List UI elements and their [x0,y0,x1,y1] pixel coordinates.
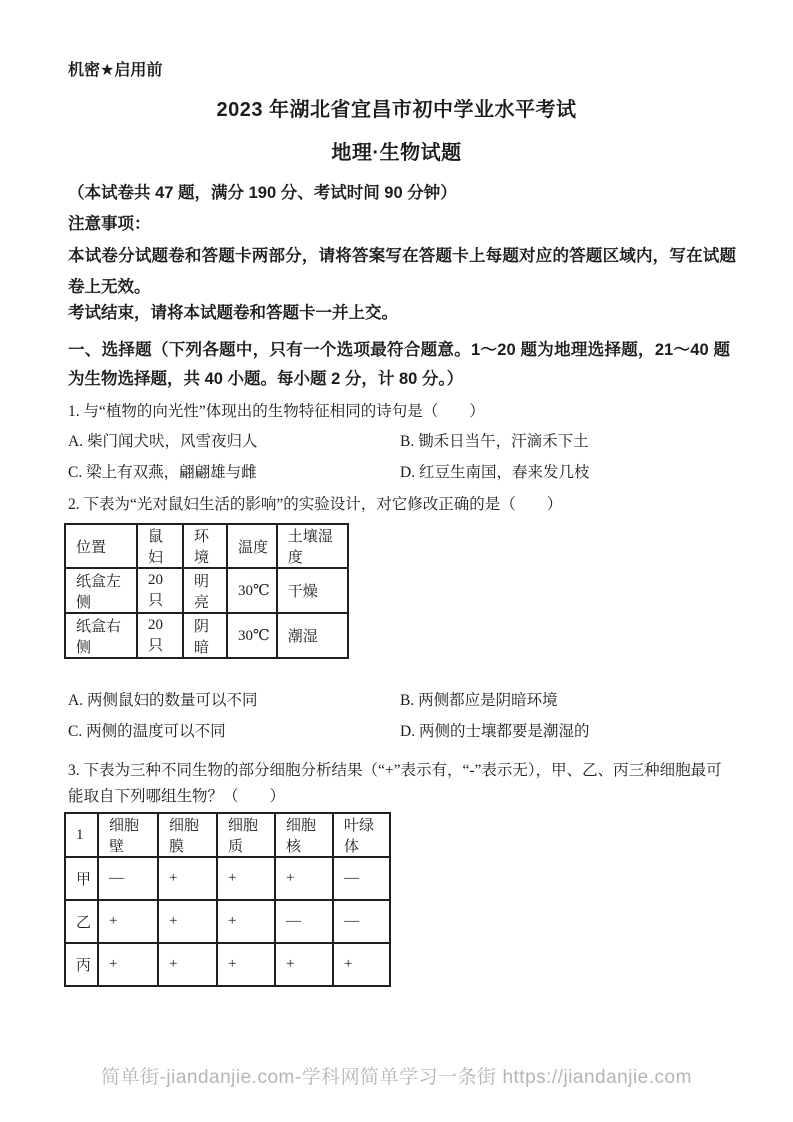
option-1-d: D. 红豆生南国，春来发几枝 [400,464,590,481]
table-header-cell: 土壤湿度 [277,524,348,568]
option-2-c: C. 两侧的温度可以不同 [68,723,226,740]
question-2-stem: 2. 下表为“光对鼠妇生活的影响”的实验设计，对它修改正确的是（ ） [68,496,563,513]
question-1 [68,402,733,483]
question-3-stem: 3. 下表为三种不同生物的部分细胞分析结果（“+”表示有，“-”表示无），甲、乙、丙三种细胞最可能取自下列哪组生物？（ ） [68,762,722,805]
table-cell: 纸盒右侧 [65,613,137,658]
table-cell: + [333,943,390,986]
table-cell: 20 只 [137,613,183,658]
table-header-cell: 叶绿体 [333,813,390,857]
table-cell: + [275,943,333,986]
table-cell: + [217,857,275,900]
table-cell: — [333,900,390,943]
table-cell: 20 只 [137,568,183,613]
table-cell: + [98,943,158,986]
table-header-row [65,813,390,857]
table-cell: — [98,857,158,900]
table-row [65,613,348,658]
option-1-a: A. 柴门闻犬吠，风雪夜归人 [68,433,258,450]
cell-analysis-table [64,812,391,987]
table-header-cell: 细胞核 [275,813,333,857]
option-2-d: D. 两侧的士壤都要是潮湿的 [400,723,590,740]
experiment-design-table [64,523,349,659]
option-2-b: B. 两侧都应是阴暗环境 [400,692,558,709]
exam-title: 2023 年湖北省宜昌市初中学业水平考试 [216,99,577,121]
table-cell: 乙 [65,900,98,943]
table-cell: + [217,900,275,943]
table-cell: — [275,900,333,943]
notes-submit-line: 考试结束，请将本试题卷和答题卡一并上交。 [68,304,398,322]
table-header-cell: 细胞质 [217,813,275,857]
table-cell: 明亮 [183,568,227,613]
option-2-a: A. 两侧鼠妇的数量可以不同 [68,692,258,709]
table-cell: + [158,943,217,986]
question-1-options [68,432,733,483]
table-cell: 阴暗 [183,613,227,658]
table-cell: — [333,857,390,900]
table-cell: 30℃ [227,613,277,658]
table-row [65,568,348,613]
table-row [65,857,390,900]
table-header-cell: 细胞壁 [98,813,158,857]
option-1-c: C. 梁上有双燕，翩翩雄与雌 [68,464,257,481]
watermark-footer: 简单街-jiandanjie.com-学科网简单学习一条街 https://jiandanjie.com [101,1067,692,1088]
table-cell: + [275,857,333,900]
table-header-row [65,524,348,568]
table-cell: 甲 [65,857,98,900]
notes-paragraph: 本试卷分试题卷和答题卡两部分，请将答案写在答题卡上每题对应的答题区域内，写在试题卷上无效。 [68,247,736,296]
table-row [65,943,390,986]
exam-subtitle: 地理·生物试题 [331,142,462,164]
option-1-b: B. 锄禾日当午，汗滴禾下土 [400,433,589,450]
table-cell: + [158,857,217,900]
table-cell: + [98,900,158,943]
table-header-cell: 位置 [65,524,137,568]
question-3 [68,758,733,987]
table-row [65,900,390,943]
table-cell: + [217,943,275,986]
table-cell: + [158,900,217,943]
table-cell: 丙 [65,943,98,986]
table-cell: 30℃ [227,568,277,613]
table-cell: 干燥 [277,568,348,613]
question-2-options [68,691,733,742]
table-header-cell: 温度 [227,524,277,568]
paper-info-line: （本试卷共 47 题，满分 190 分、考试时间 90 分钟） [68,184,457,202]
question-2 [68,495,733,742]
table-header-cell: 环境 [183,524,227,568]
confidential-label: 机密★启用前 [68,62,163,79]
table-header-cell: 1 [65,813,98,857]
notes-heading: 注意事项： [68,215,151,233]
table-header-cell: 细胞膜 [158,813,217,857]
table-cell: 潮湿 [277,613,348,658]
section-1-heading: 一、选择题（下列各题中，只有一个选项最符合题意。1～20 题为地理选择题，21～40 题为生物选择题，共 40 小题。每小题 2 分，计 80 分。） [68,341,730,388]
table-header-cell: 鼠妇 [137,524,183,568]
question-1-stem: 1. 与“植物的向光性”体现出的生物特征相同的诗句是（ ） [68,403,485,420]
table-cell: 纸盒左侧 [65,568,137,613]
